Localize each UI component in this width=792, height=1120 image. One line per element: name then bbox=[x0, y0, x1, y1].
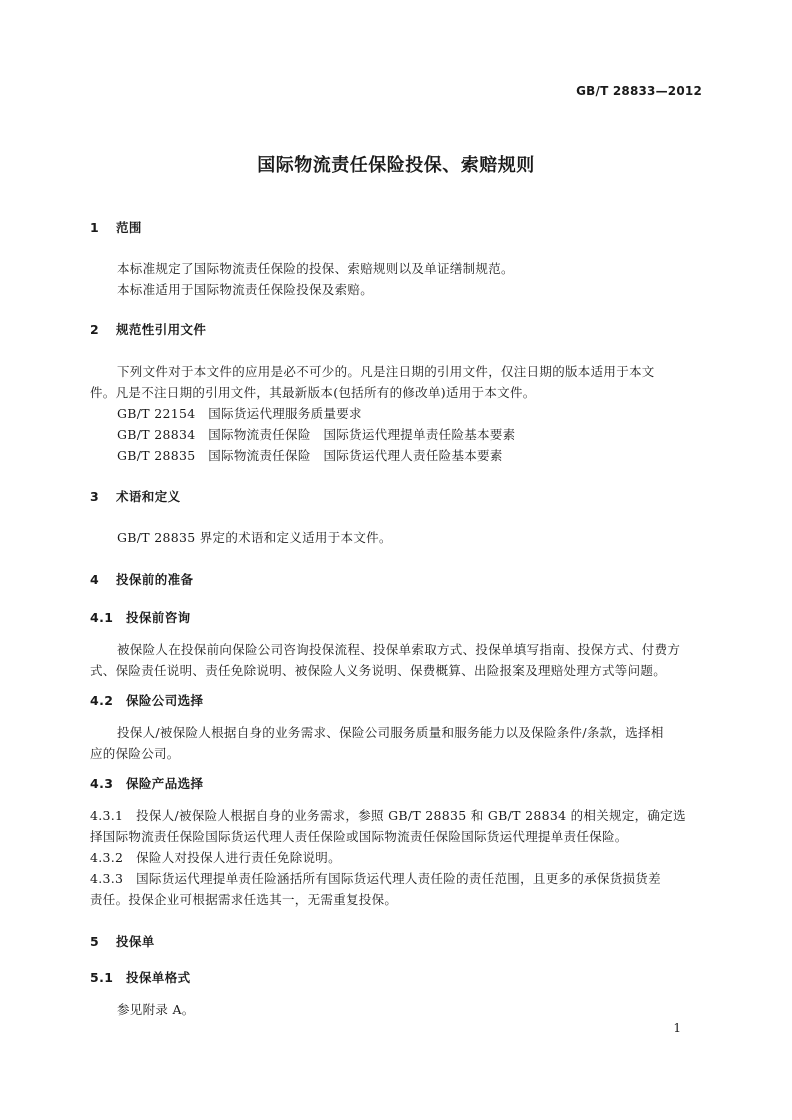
document-title: 国际物流责任保险投保、索赔规则 bbox=[257, 155, 535, 176]
subsection-4-2-heading bbox=[90, 691, 203, 709]
paragraph: 被保险人在投保前向保险公司咨询投保流程、投保单索取方式、投保单填写指南、投保方式、付费方 bbox=[117, 642, 681, 657]
clause-4-3-3: 4.3.3 国际货运代理提单责任险涵括所有国际货运代理人责任险的责任范围，且更多的承保货损货差 bbox=[90, 871, 661, 886]
paragraph: 应的保险公司。 bbox=[90, 746, 180, 761]
section-title: 范围 bbox=[116, 220, 142, 235]
paragraph: GB/T 28835 界定的术语和定义适用于本文件。 bbox=[117, 530, 392, 545]
section-5-heading bbox=[90, 932, 155, 950]
paragraph: 参见附录 A。 bbox=[117, 1002, 195, 1017]
section-2-heading bbox=[90, 320, 206, 338]
subsection-title: 投保单格式 bbox=[126, 970, 191, 985]
section-title: 规范性引用文件 bbox=[116, 322, 207, 337]
section-title: 投保单 bbox=[116, 934, 155, 949]
section-number: 1 bbox=[90, 220, 100, 235]
clause-4-3-3-continued: 责任。投保企业可根据需求任选其一，无需重复投保。 bbox=[90, 892, 398, 907]
subsection-title: 保险产品选择 bbox=[126, 776, 204, 791]
clause-4-3-1-continued: 择国际物流责任保险国际货运代理人责任保险或国际物流责任保险国际货运代理提单责任保险。 bbox=[90, 829, 628, 844]
subsection-number: 4.2 bbox=[90, 693, 114, 708]
subsection-title: 保险公司选择 bbox=[126, 693, 204, 708]
paragraph: 下列文件对于本文件的应用是必不可少的。凡是注日期的引用文件，仅注日期的版本适用于本文 bbox=[117, 364, 655, 379]
paragraph: 本标准适用于国际物流责任保险投保及索赔。 bbox=[117, 282, 374, 297]
section-title: 术语和定义 bbox=[116, 489, 181, 504]
section-title: 投保前的准备 bbox=[116, 572, 194, 587]
subsection-5-1-heading bbox=[90, 968, 191, 986]
page-number: 1 bbox=[673, 1021, 681, 1035]
section-1-heading bbox=[90, 218, 142, 236]
standard-code-header: GB/T 28833—2012 bbox=[576, 84, 702, 98]
section-3-heading bbox=[90, 487, 181, 505]
section-number: 4 bbox=[90, 572, 100, 587]
paragraph: 本标准规定了国际物流责任保险的投保、索赔规则以及单证缮制规范。 bbox=[117, 261, 514, 276]
subsection-number: 4.3 bbox=[90, 776, 114, 791]
subsection-4-1-heading bbox=[90, 608, 191, 626]
paragraph: 投保人/被保险人根据自身的业务需求、保险公司服务质量和服务能力以及保险条件/条款，选择相 bbox=[117, 725, 664, 740]
paragraph: 式、保险责任说明、责任免除说明、被保险人义务说明、保费概算、出险报案及理赔处理方式等问题。 bbox=[90, 663, 667, 678]
reference-item: GB/T 28834 国际物流责任保险 国际货运代理提单责任险基本要素 bbox=[117, 427, 516, 442]
subsection-4-3-heading bbox=[90, 774, 203, 792]
subsection-title: 投保前咨询 bbox=[126, 610, 191, 625]
section-number: 5 bbox=[90, 934, 100, 949]
paragraph: 件。凡是不注日期的引用文件，其最新版本(包括所有的修改单)适用于本文件。 bbox=[90, 385, 536, 400]
clause-4-3-1: 4.3.1 投保人/被保险人根据自身的业务需求，参照 GB/T 28835 和 GB/T 28834 的相关规定，确定选 bbox=[90, 808, 686, 823]
reference-item: GB/T 28835 国际物流责任保险 国际货运代理人责任险基本要素 bbox=[117, 448, 503, 463]
section-4-heading bbox=[90, 570, 193, 588]
subsection-number: 4.1 bbox=[90, 610, 114, 625]
clause-4-3-2: 4.3.2 保险人对投保人进行责任免除说明。 bbox=[90, 850, 341, 865]
section-number: 3 bbox=[90, 489, 100, 504]
reference-item: GB/T 22154 国际货运代理服务质量要求 bbox=[117, 406, 362, 421]
subsection-number: 5.1 bbox=[90, 970, 114, 985]
section-number: 2 bbox=[90, 322, 100, 337]
